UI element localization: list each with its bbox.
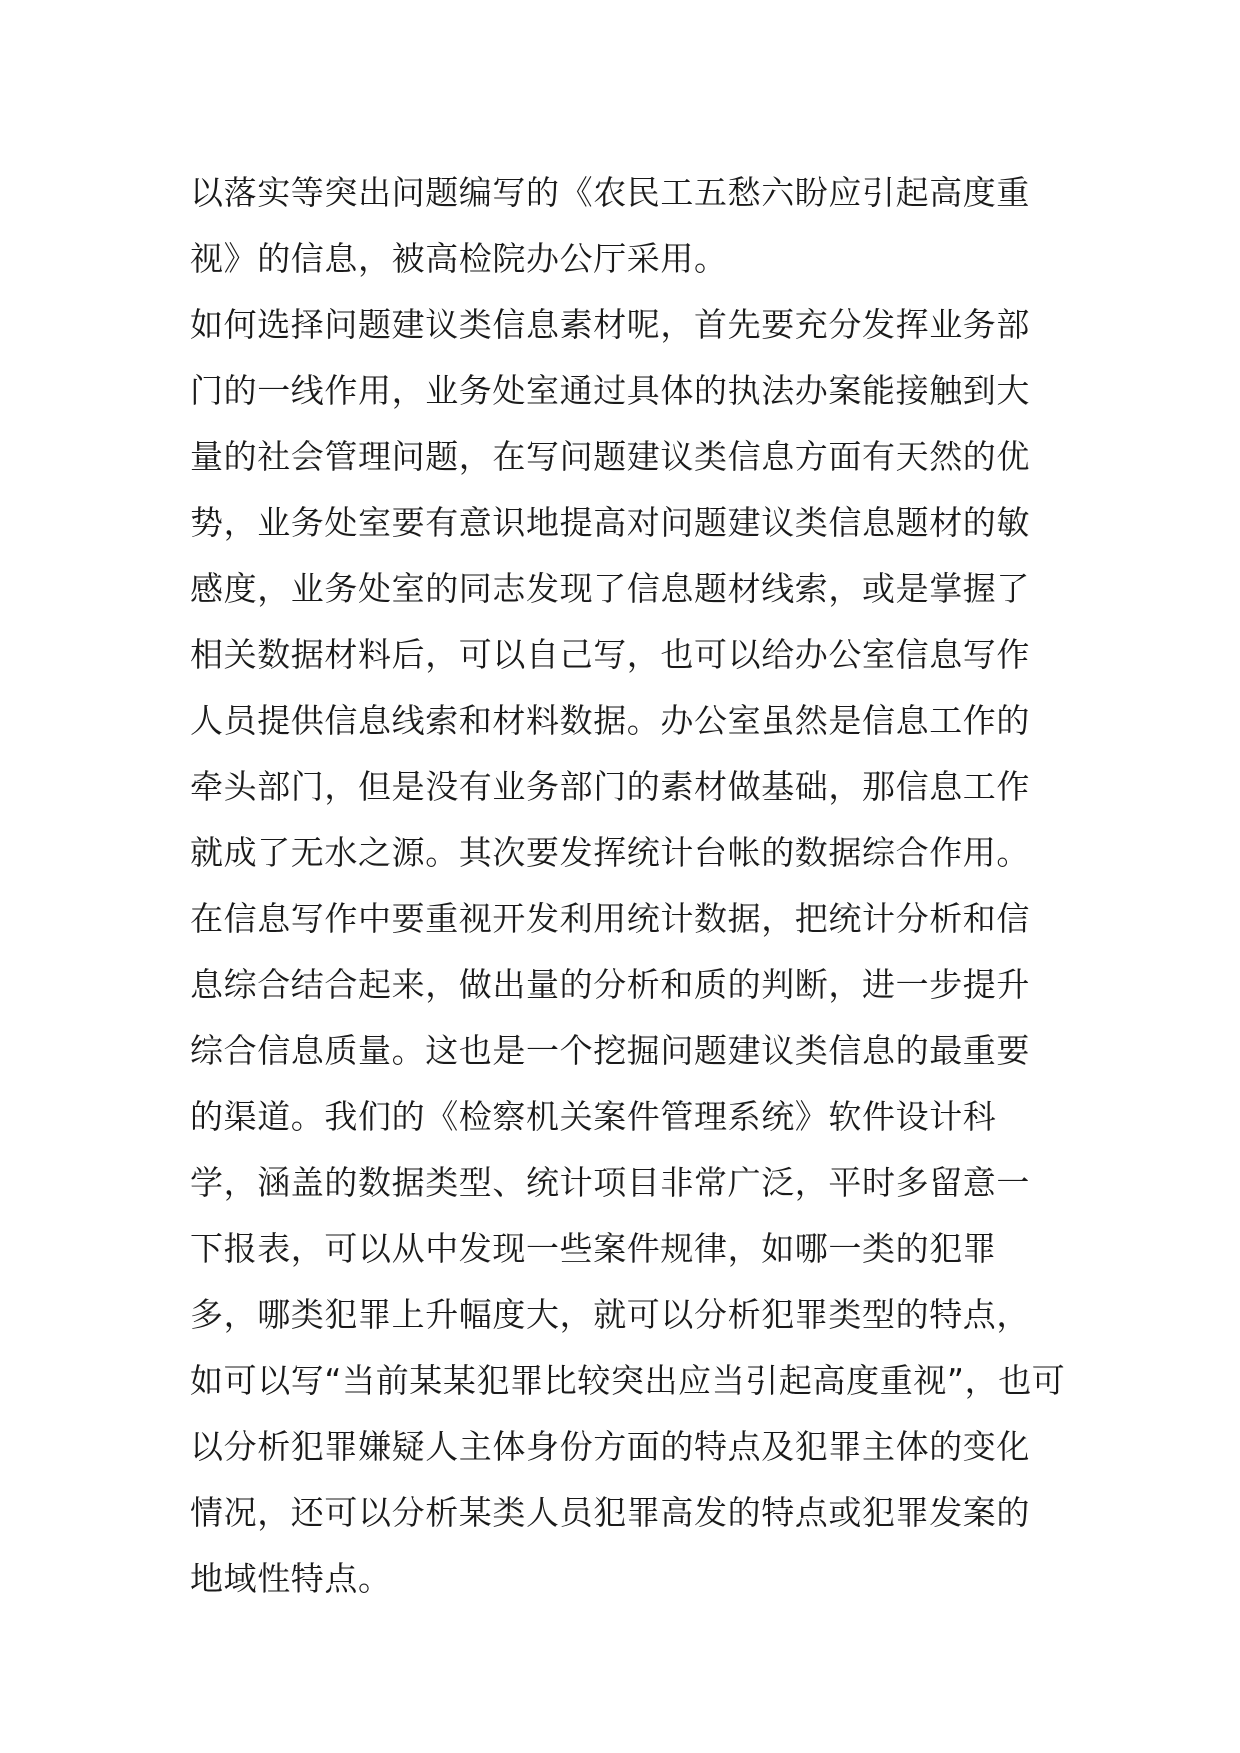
text-line: 情况，还可以分析某类人员犯罪高发的特点或犯罪发案的 [190, 1493, 1030, 1532]
text-line: 牵头部门，但是没有业务部门的素材做基础，那信息工作 [190, 767, 1030, 806]
text-line: 地域性特点。 [190, 1559, 392, 1598]
text-line: 综合信息质量。这也是一个挖掘问题建议类信息的最重要 [190, 1031, 1030, 1070]
text-line: 如可以写“当前某某犯罪比较突出应当引起高度重视”，也可 [190, 1361, 1066, 1400]
text-line: 如何选择问题建议类信息素材呢，首先要充分发挥业务部 [190, 305, 1030, 344]
text-line: 相关数据材料后，可以自己写，也可以给办公室信息写作 [190, 635, 1030, 674]
text-line: 感度，业务处室的同志发现了信息题材线索，或是掌握了 [190, 569, 1030, 608]
text-line: 的渠道。我们的《检察机关案件管理系统》软件设计科 [190, 1097, 997, 1136]
text-line: 以分析犯罪嫌疑人主体身份方面的特点及犯罪主体的变化 [190, 1427, 1030, 1466]
text-line: 学，涵盖的数据类型、统计项目非常广泛，平时多留意一 [190, 1163, 1030, 1202]
text-line: 量的社会管理问题，在写问题建议类信息方面有天然的优 [190, 437, 1030, 476]
text-line: 息综合结合起来，做出量的分析和质的判断，进一步提升 [190, 965, 1030, 1004]
text-line: 势，业务处室要有意识地提高对问题建议类信息题材的敏 [190, 503, 1030, 542]
text-line: 人员提供信息线索和材料数据。办公室虽然是信息工作的 [190, 701, 1030, 740]
text-line: 多，哪类犯罪上升幅度大，就可以分析犯罪类型的特点， [190, 1295, 1030, 1334]
text-line: 下报表，可以从中发现一些案件规律，如哪一类的犯罪 [190, 1229, 997, 1268]
text-line: 门的一线作用，业务处室通过具体的执法办案能接触到大 [190, 371, 1030, 410]
text-line: 在信息写作中要重视开发利用统计数据，把统计分析和信 [190, 899, 1030, 938]
body-text [190, 160, 1090, 1612]
text-line: 视》的信息，被高检院办公厅采用。 [190, 239, 728, 278]
text-line: 以落实等突出问题编写的《农民工五愁六盼应引起高度重 [190, 173, 1030, 212]
text-line: 就成了无水之源。其次要发挥统计台帐的数据综合作用。 [190, 833, 1030, 872]
